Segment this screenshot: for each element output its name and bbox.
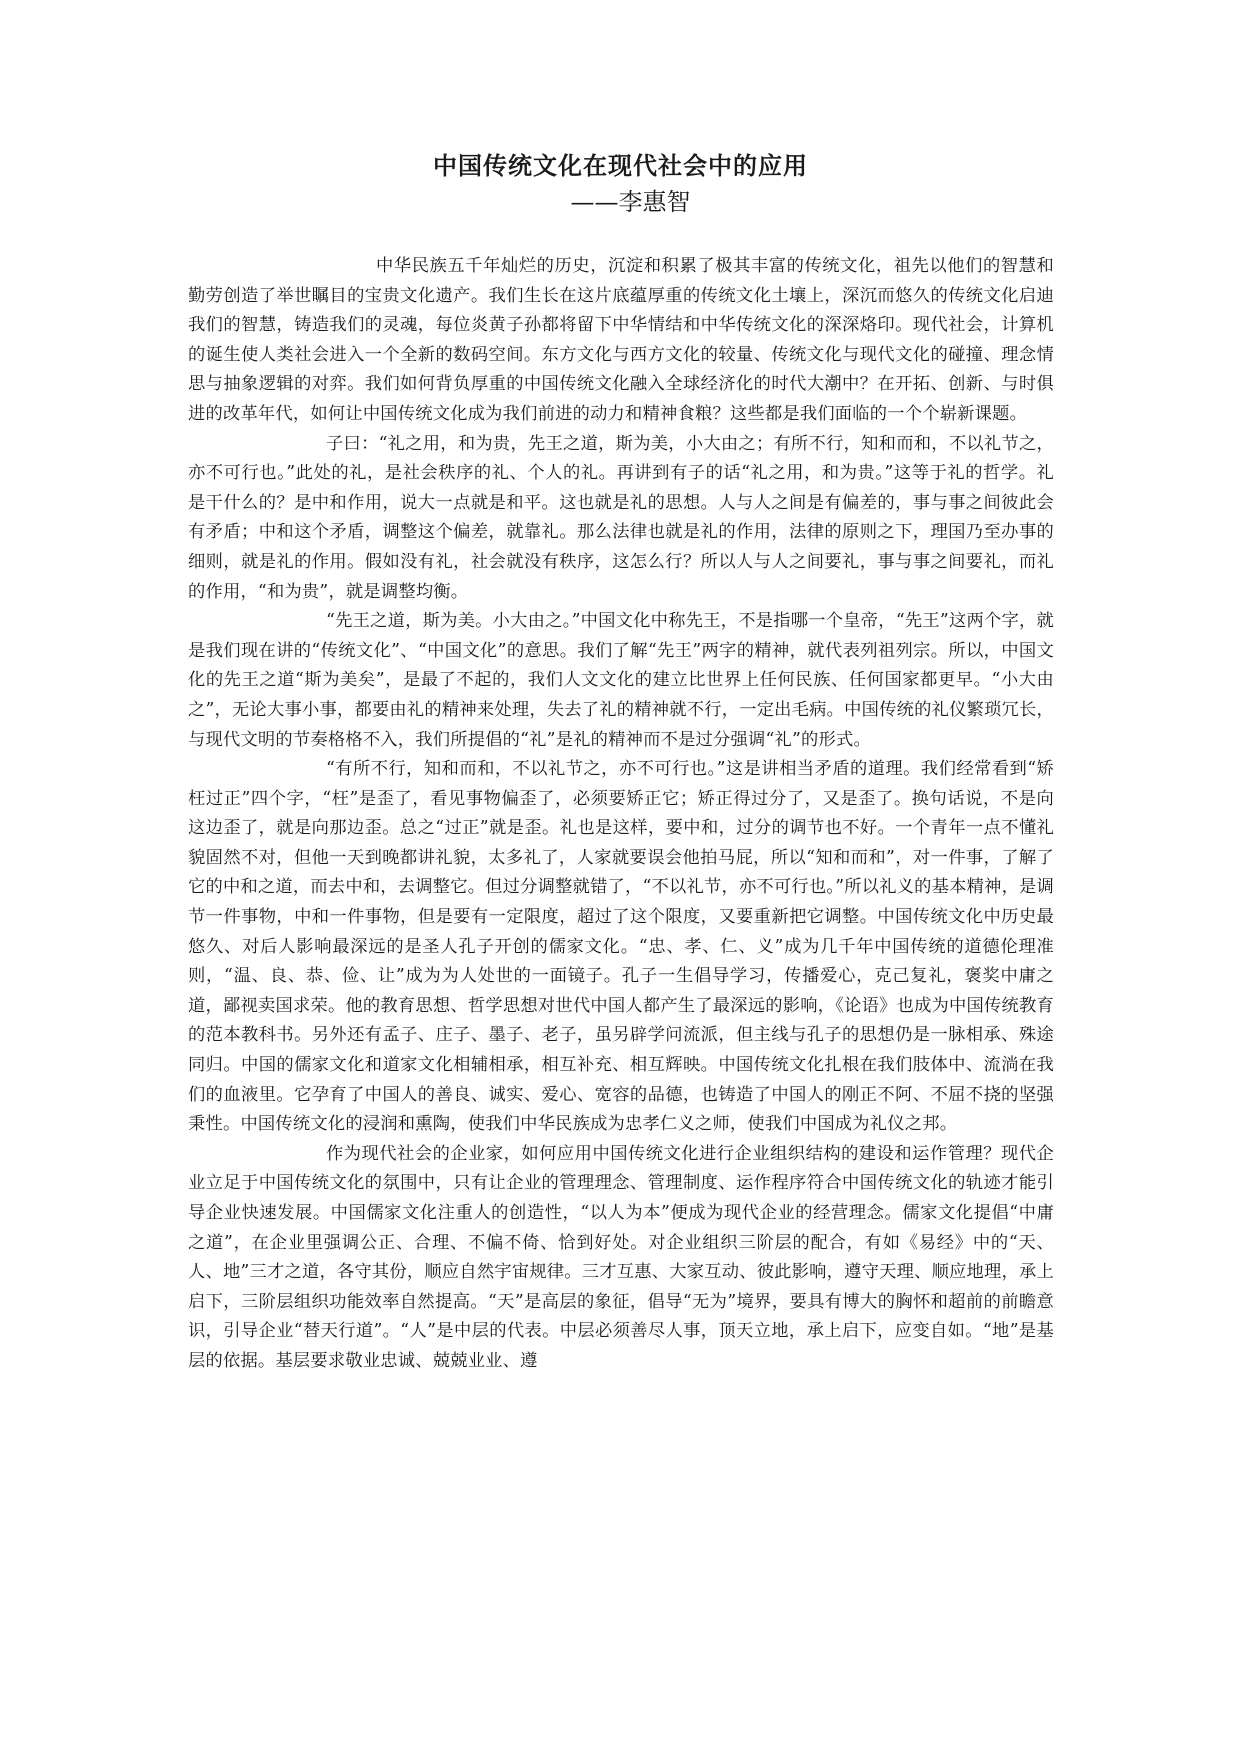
- document-body: [188, 252, 1054, 1377]
- paragraph: 中华民族五千年灿烂的历史，沉淀和积累了极其丰富的传统文化，祖先以他们的智慧和勤劳创造了举世瞩目的宝贵文化遗产。我们生长在这片底蕴厚重的传统文化土壤上，深沉而悠久的传统文化启迪我们的智慧，铸造我们的灵魂，每位炎黄子孙都将留下中华情结和中华传统文化的深深烙印。现代社会，计算机的诞生使人类社会进入一个全新的数码空间。东方文化与西方文化的较量、传统文化与现代文化的碰撞、理念情思与抽象逻辑的对弈。我们如何背负厚重的中国传统文化融入全球经济化的时代大潮中？在开拓、创新、与时俱进的改革年代，如何让中国传统文化成为我们前进的动力和精神食粮？这些都是我们面临的一个个崭新课题。: [188, 256, 1054, 424]
- paragraph: “有所不行，知和而和，不以礼节之，亦不可行也。”这是讲相当矛盾的道理。我们经常看到“矫枉过正”四个字，“枉”是歪了，看见事物偏歪了，必须要矫正它；矫正得过分了，又是歪了。换句话说，不是向这边歪了，就是向那边歪。总之“过正”就是歪。礼也是这样，要中和，过分的调节也不好。一个青年一点不懂礼貌固然不对，但他一天到晚都讲礼貌，太多礼了，人家就要误会他拍马屁，所以“知和而和”，对一件事，了解了它的中和之道，而去中和，去调整它。但过分调整就错了，“不以礼节，亦不可行也。”所以礼义的基本精神，是调节一件事物，中和一件事物，但是要有一定限度，超过了这个限度，又要重新把它调整。中国传统文化中历史最悠久、对后人影响最深远的是圣人孔子开创的儒家文化。“忠、孝、仁、义”成为几千年中国传统的道德伦理准则，“温、良、恭、俭、让”成为为人处世的一面镜子。孔子一生倡导学习，传播爱心，克己复礼，褒奖中庸之道，鄙视卖国求荣。他的教育思想、哲学思想对世代中国人都产生了最深远的影响，《论语》也成为中国传统教育的范本教科书。另外还有孟子、庄子、墨子、老子，虽另辟学问流派，但主线与孔子的思想仍是一脉相承、殊途同归。中国的儒家文化和道家文化相辅相承，相互补充、相互辉映。中国传统文化扎根在我们肢体中、流淌在我们的血液里。它孕育了中国人的善良、诚实、爱心、宽容的品德，也铸造了中国人的刚正不阿、不屈不挠的坚强秉性。中国传统文化的浸润和熏陶，使我们中华民族成为忠孝仁义之师，使我们中国成为礼仪之邦。: [188, 759, 1055, 1135]
- document-title: 中国传统文化在现代社会中的应用: [433, 151, 808, 180]
- paragraph: 作为现代社会的企业家，如何应用中国传统文化进行企业组织结构的建设和运作管理？现代企业立足于中国传统文化的氛围中，只有让企业的管理理念、管理制度、运作程序符合中国传统文化的轨迹才能引导企业快速发展。中国儒家文化注重人的创造性，“以人为本”便成为现代企业的经营理念。儒家文化提倡“中庸之道”，在企业里强调公正、合理、不偏不倚、恰到好处。对企业组织三阶层的配合，有如《易经》中的“天、人、地”三才之道，各守其份，顺应自然宇宙规律。三才互惠、大家互动、彼此影响，遵守天理、顺应地理，承上启下，三阶层组织功能效率自然提高。“天”是高层的象征，倡导“无为”境界，要具有博大的胸怀和超前的前瞻意识，引导企业“替天行道”。“人”是中层的代表。中层必须善尽人事，顶天立地，承上启下，应变自如。“地”是基层的依据。基层要求敬业忠诚、兢兢业业、遵: [188, 1143, 1054, 1371]
- document-author: ——李惠智: [570, 188, 691, 216]
- paragraph: 子曰：“礼之用，和为贵，先王之道，斯为美，小大由之；有所不行，知和而和，不以礼节之，亦不可行也。”此处的礼，是社会秩序的礼、个人的礼。再讲到有子的话“礼之用，和为贵。”这等于礼的哲学。礼是干什么的？是中和作用，说大一点就是和平。这也就是礼的思想。人与人之间是有偏差的，事与事之间彼此会有矛盾；中和这个矛盾，调整这个偏差，就靠礼。那么法律也就是礼的作用，法律的原则之下，理国乃至办事的细则，就是礼的作用。假如没有礼，社会就没有秩序，这怎么行？所以人与人之间要礼，事与事之间要礼，而礼的作用，“和为贵”，就是调整均衡。: [188, 433, 1054, 602]
- paragraph: “先王之道，斯为美。小大由之。”中国文化中称先王，不是指哪一个皇帝，“先王”这两个字，就是我们现在讲的“传统文化”、“中国文化”的意思。我们了解“先王”两字的精神，就代表列祖列宗。所以，中国文化的先王之道“斯为美矣”，是最了不起的，我们人文文化的建立比世界上任何民族、任何国家都更早。“小大由之”，无论大事小事，都要由礼的精神来处理，失去了礼的精神就不行，一定出毛病。中国传统的礼仪繁琐冗长，与现代文明的节奏格格不入，我们所提倡的“礼”是礼的精神而不是过分强调“礼”的形式。: [188, 611, 1054, 750]
